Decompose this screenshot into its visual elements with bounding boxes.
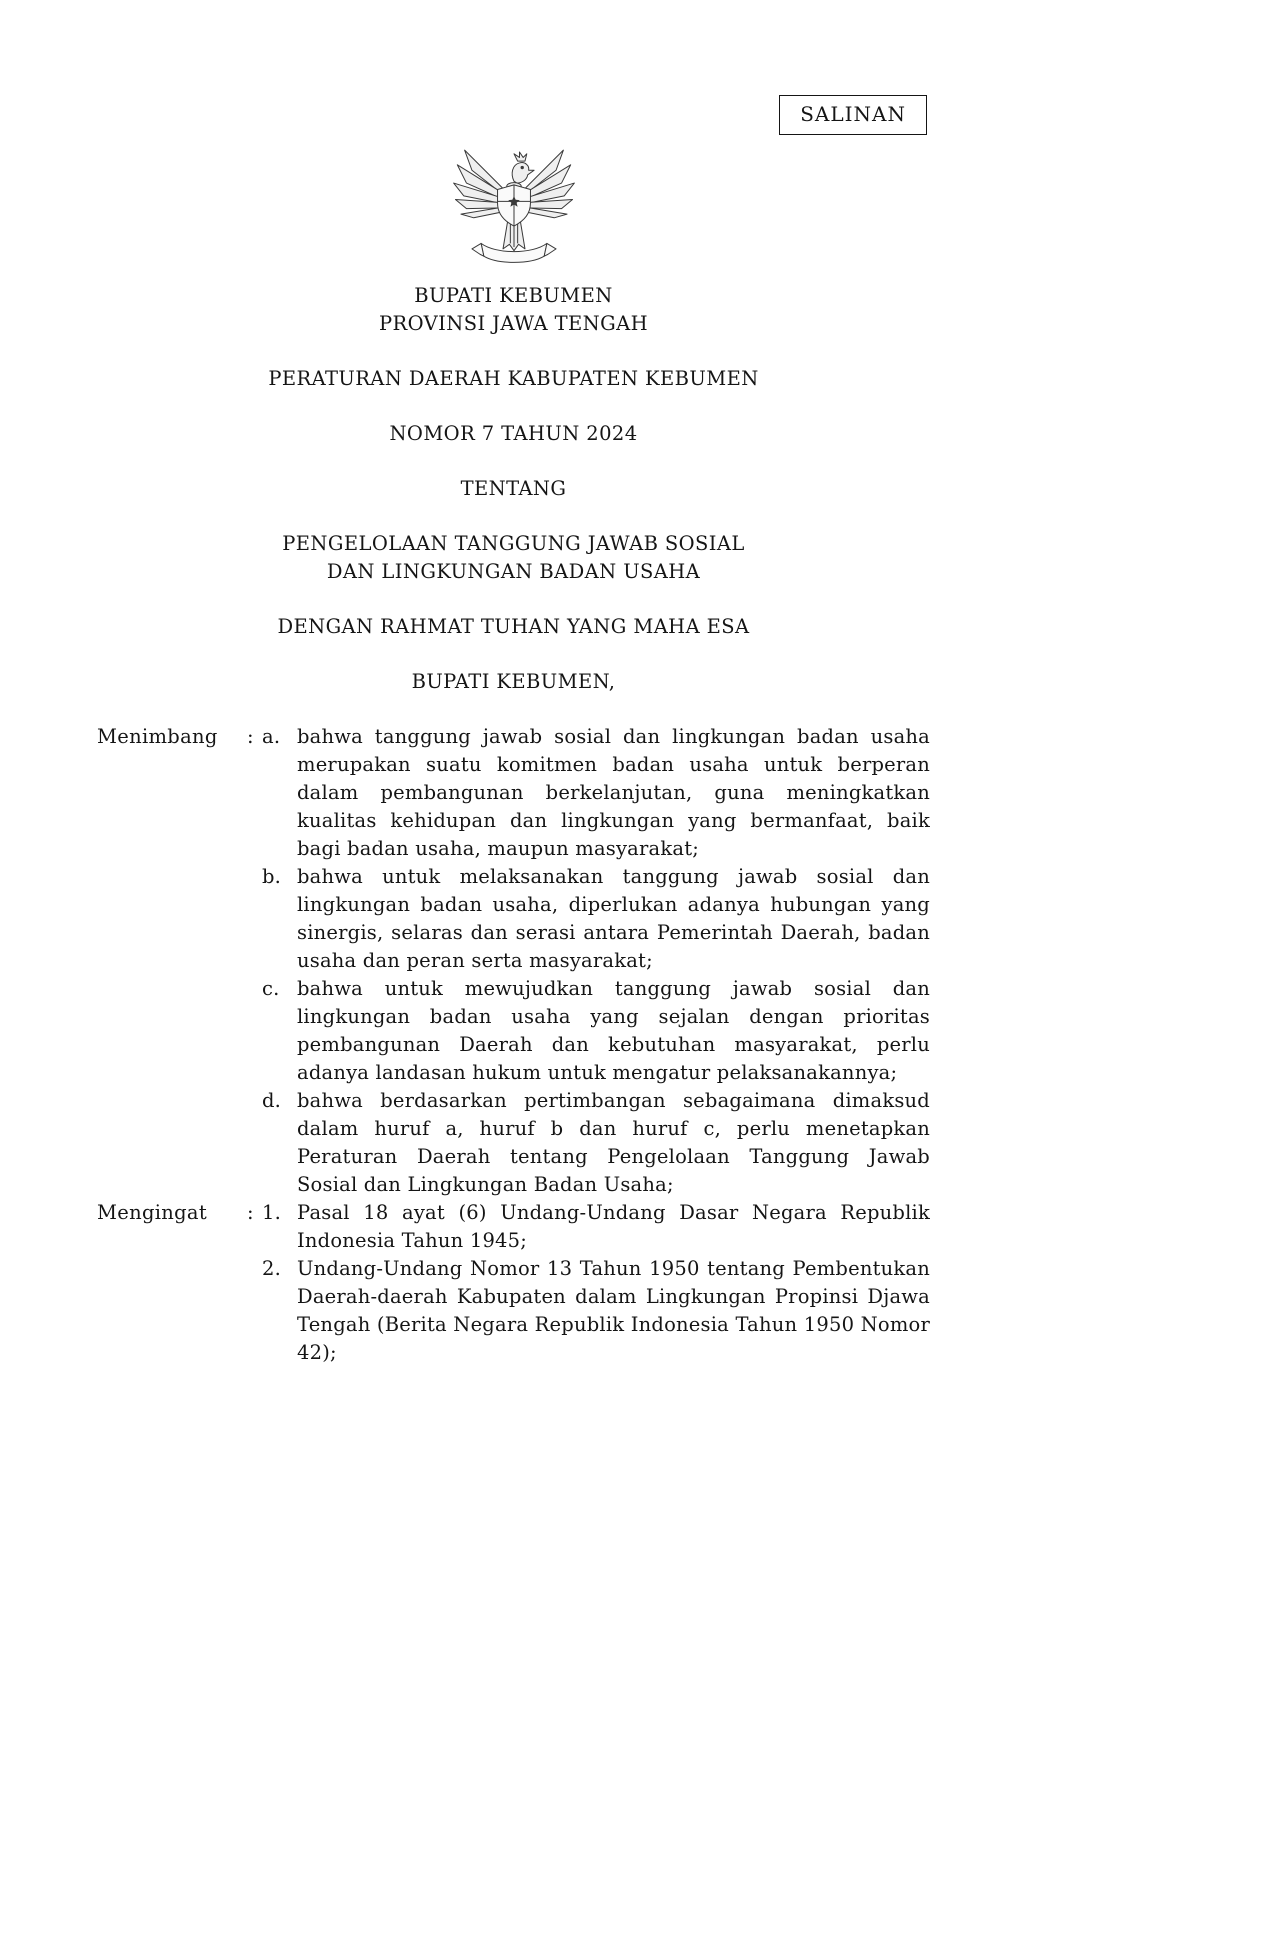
invocation bbox=[97, 613, 930, 641]
mengingat-row-2 bbox=[97, 1255, 930, 1367]
province-title: PROVINSI JAWA TENGAH bbox=[379, 312, 648, 335]
garuda-emblem bbox=[450, 141, 578, 277]
regulation-type-line: PERATURAN DAERAH KABUPATEN KEBUMEN bbox=[268, 367, 759, 390]
item-marker: 1. bbox=[262, 1201, 282, 1224]
item-marker: b. bbox=[262, 865, 282, 888]
menimbang-label: Menimbang bbox=[97, 725, 218, 748]
mengingat-label: Mengingat bbox=[97, 1201, 207, 1224]
mengingat-colon: : bbox=[247, 1201, 254, 1224]
regulation-subject bbox=[97, 530, 930, 586]
item-text: bahwa untuk mewujudkan tanggung jawab sosial dan lingkungan badan usaha yang sejalan dengan prioritas pembangunan Daerah dan kebutuhan masyarakat, perlu adanya landasan hukum untuk mengatur pelaksanakannya; bbox=[297, 977, 930, 1084]
item-text: Pasal 18 ayat (6) Undang-Undang Dasar Negara Republik Indonesia Tahun 1945; bbox=[297, 1201, 930, 1252]
menimbang-colon: : bbox=[247, 725, 254, 748]
salinan-stamp bbox=[779, 95, 927, 135]
menimbang-row-a bbox=[97, 723, 930, 863]
authority-title: BUPATI KEBUMEN bbox=[414, 284, 613, 307]
invocation-line: DENGAN RAHMAT TUHAN YANG MAHA ESA bbox=[277, 615, 750, 638]
menimbang-row-c bbox=[97, 975, 930, 1087]
regulation-type bbox=[97, 365, 930, 393]
preamble bbox=[97, 723, 930, 1367]
regulation-number-line: NOMOR 7 TAHUN 2024 bbox=[389, 422, 638, 445]
item-text: Undang-Undang Nomor 13 Tahun 1950 tentang Pembentukan Daerah-daerah Kabupaten dalam Lingkungan Propinsi Djawa Tengah (Berita Negara Republik Indonesia Tahun 1950 Nomor 42); bbox=[297, 1257, 930, 1364]
menimbang-row-b bbox=[97, 863, 930, 975]
menimbang-row-d bbox=[97, 1087, 930, 1199]
item-text: bahwa tanggung jawab sosial dan lingkungan badan usaha merupakan suatu komitmen badan usaha untuk berperan dalam pembangunan berkelanjutan, guna meningkatkan kualitas kehidupan dan lingkungan yang bermanfaat, baik bagi badan usaha, maupun masyarakat; bbox=[297, 725, 930, 860]
item-text: bahwa berdasarkan pertimbangan sebagaimana dimaksud dalam huruf a, huruf b dan huruf c, perlu menetapkan Peraturan Daerah tentang Pengelolaan Tanggung Jawab Sosial dan Lingkungan Badan Usaha; bbox=[297, 1089, 930, 1196]
tentang-line: TENTANG bbox=[460, 477, 567, 500]
salinan-stamp-label: SALINAN bbox=[800, 102, 906, 126]
letterhead bbox=[97, 282, 930, 338]
item-marker: c. bbox=[262, 977, 280, 1000]
garuda-pancasila-icon bbox=[450, 141, 578, 269]
subject-line-2: DAN LINGKUNGAN BADAN USAHA bbox=[326, 560, 701, 583]
item-marker: a. bbox=[262, 725, 281, 748]
enactor-line: BUPATI KEBUMEN, bbox=[411, 670, 616, 693]
item-marker: 2. bbox=[262, 1257, 282, 1280]
item-marker: d. bbox=[262, 1089, 282, 1112]
tentang-label bbox=[97, 475, 930, 503]
item-text: bahwa untuk melaksanakan tanggung jawab sosial dan lingkungan badan usaha, diperlukan adanya hubungan yang sinergis, selaras dan serasi antara Pemerintah Daerah, badan usaha dan peran serta masyarakat; bbox=[297, 865, 930, 972]
regulation-number bbox=[97, 420, 930, 448]
subject-line-1: PENGELOLAAN TANGGUNG JAWAB SOSIAL bbox=[282, 532, 745, 555]
mengingat-row-1 bbox=[97, 1199, 930, 1255]
enactor bbox=[97, 668, 930, 696]
